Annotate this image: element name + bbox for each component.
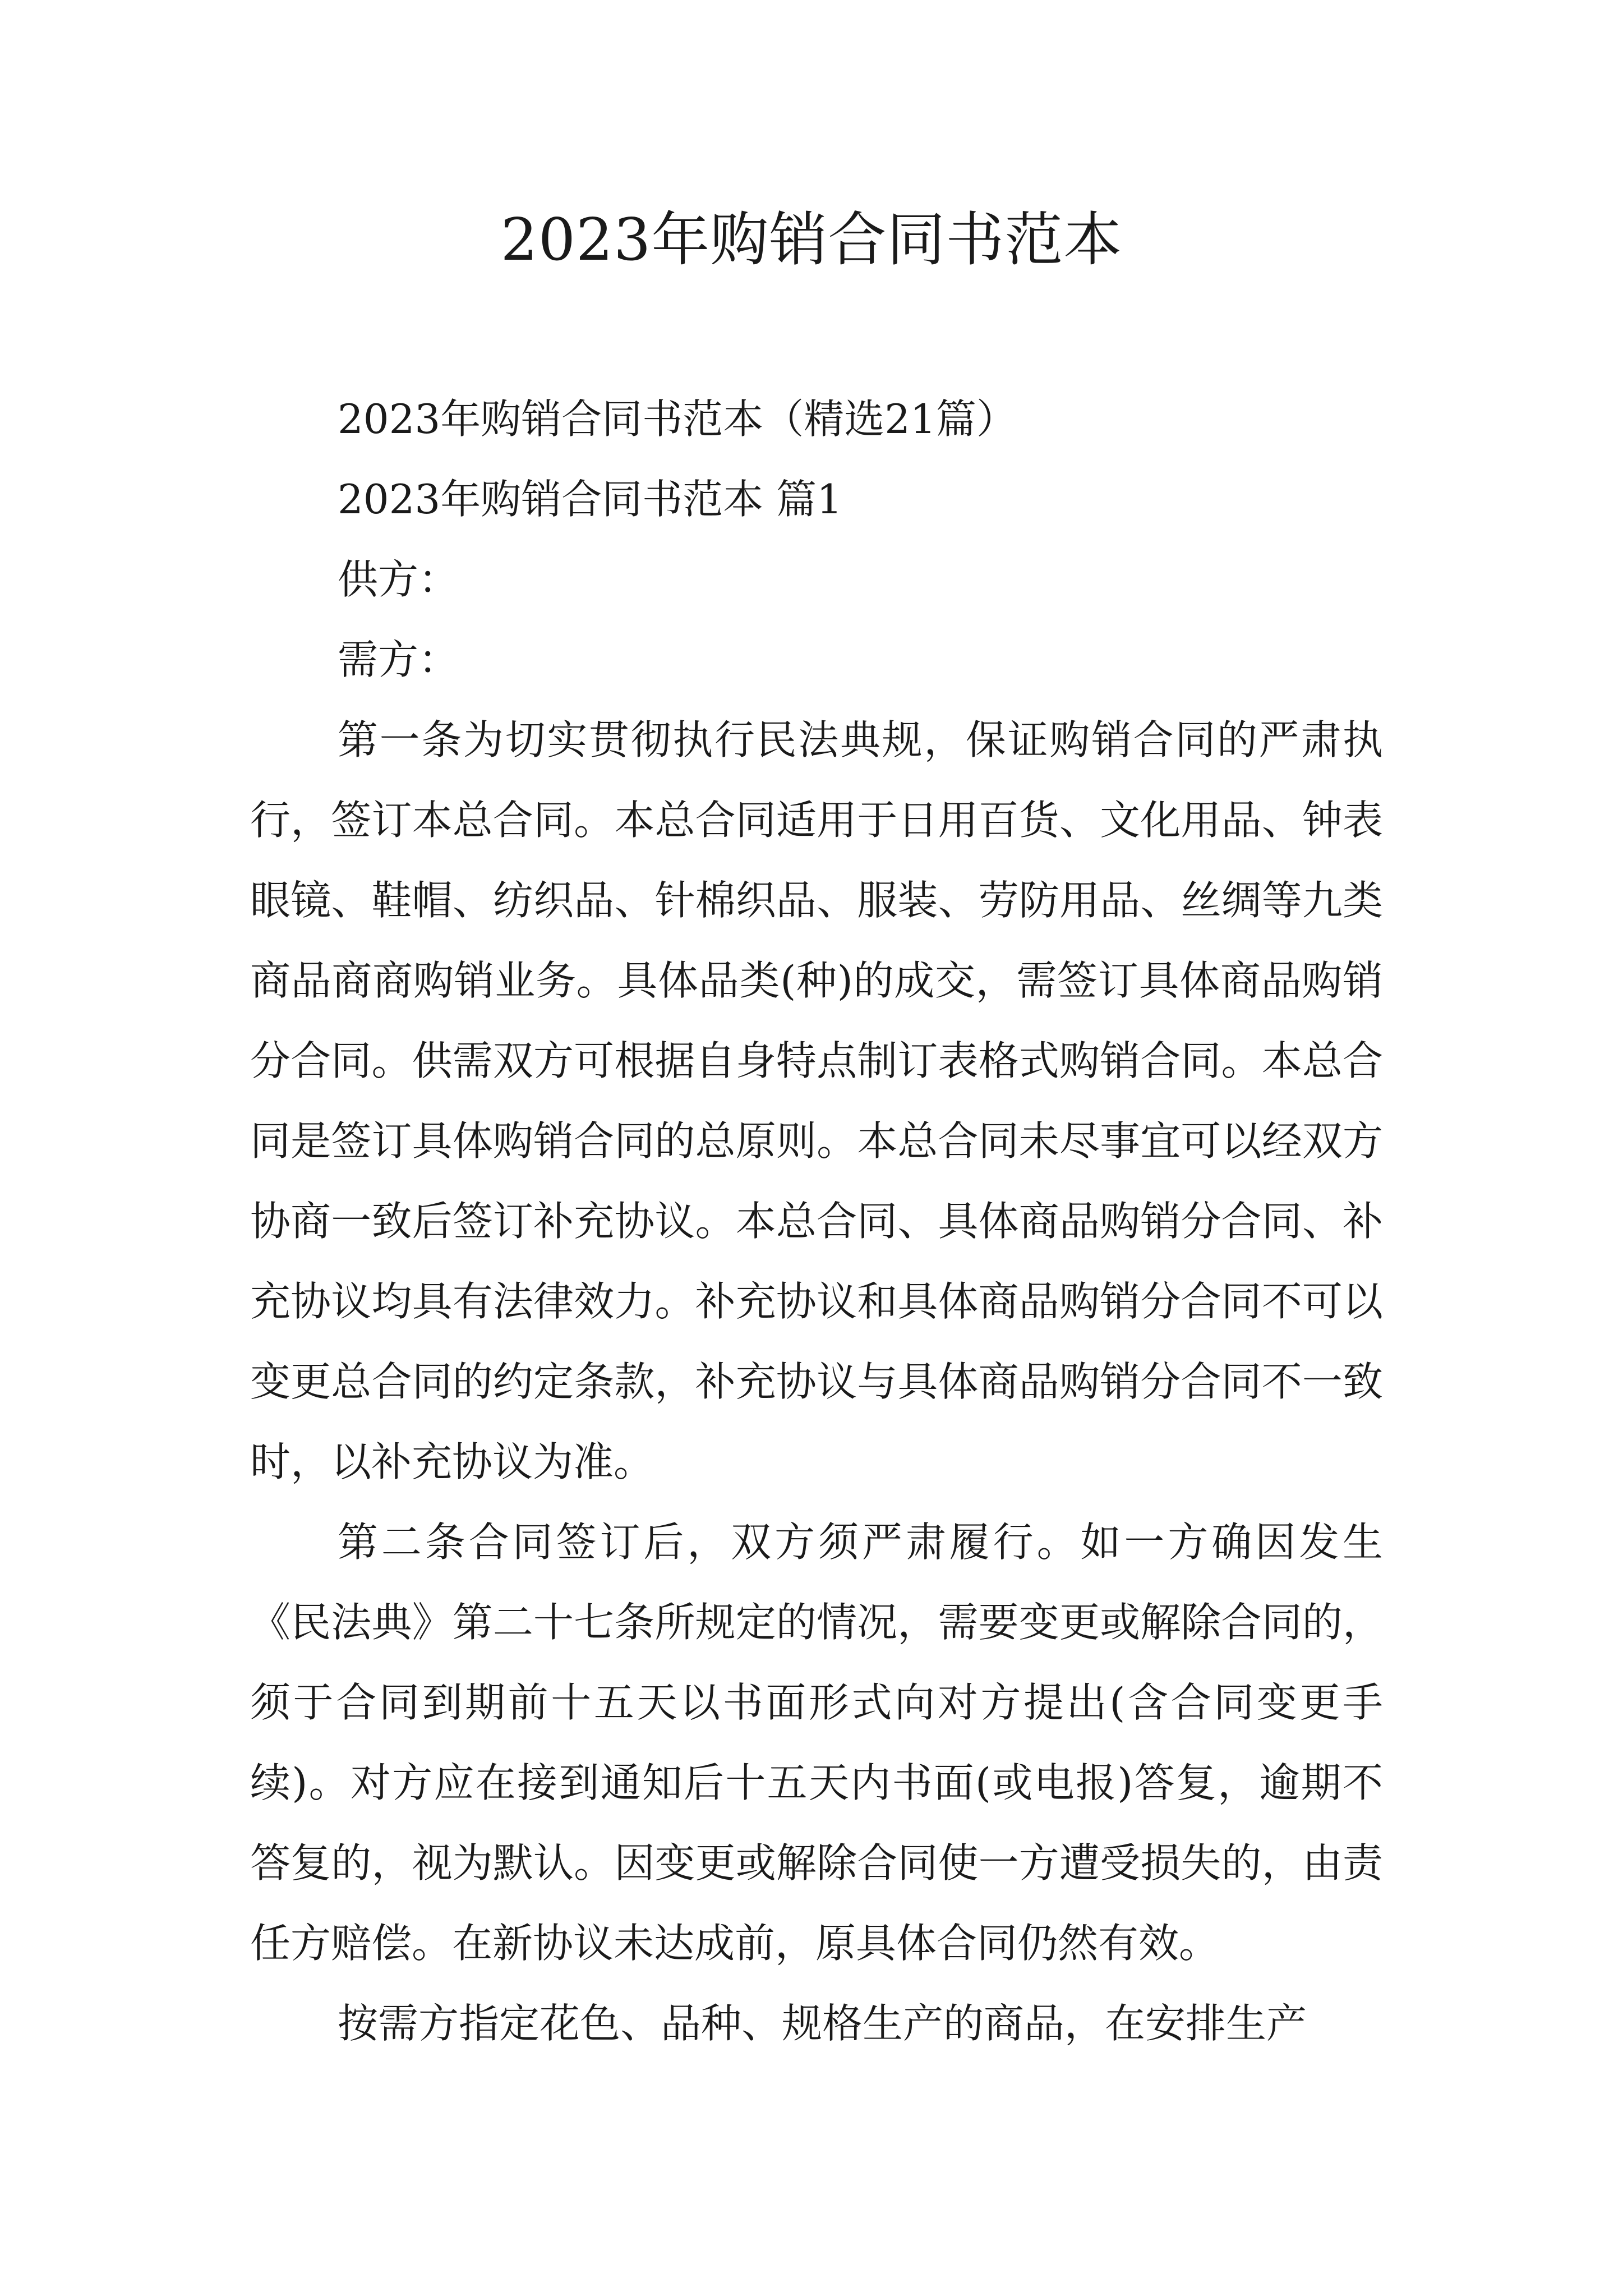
- document-title: 2023年购销合同书范本: [500, 205, 1123, 274]
- article-2-paragraph: 第二条合同签订后，双方须严肃履行。如一方确因发生《民法典》第二十七条所规定的情况，需要变更或解除合同的，须于合同到期前十五天以书面形式向对方提出(含合同变更手续)。对方应在接到通知后十五天内书面(或电报)答复，逾期不答复的，视为默认。因变更或解除合同使一方遭受损失的，由责任方赔偿。在新协议未达成前，原具体合同仍然有效。: [250, 1519, 1383, 1967]
- document-body: [250, 379, 1383, 2064]
- article-1-paragraph: 第一条为切实贯彻执行民法典规，保证购销合同的严肃执行，签订本总合同。本总合同适用于日用百货、文化用品、钟表眼镜、鞋帽、纺织品、针棉织品、服装、劳防用品、丝绸等九类商品商商购销业务。具体品类(种)的成交，需签订具体商品购销分合同。供需双方可根据自身特点制订表格式购销合同。本总合同是签订具体购销合同的总原则。本总合同未尽事宜可以经双方协商一致后签订补充协议。本总合同、具体商品购销分合同、补充协议均具有法律效力。补充协议和具体商品购销分合同不可以变更总合同的约定条款，补充协议与具体商品购销分合同不一致时，以补充协议为准。: [250, 716, 1383, 1485]
- section-heading: 2023年购销合同书范本 篇1: [338, 476, 842, 523]
- supplier-field: 供方：: [338, 556, 459, 603]
- production-paragraph: 按需方指定花色、品种、规格生产的商品，在安排生产: [338, 2000, 1307, 2047]
- subtitle-line: 2023年购销合同书范本（精选21篇）: [338, 395, 1017, 443]
- buyer-field: 需方：: [338, 636, 459, 683]
